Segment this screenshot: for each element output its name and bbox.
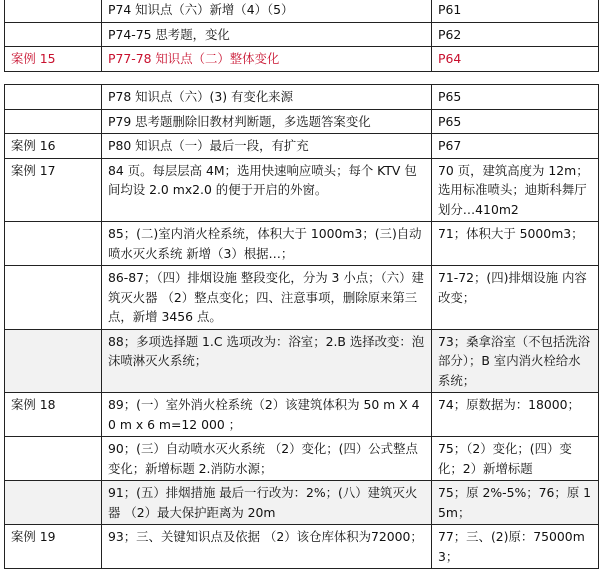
new-edition-cell: 85；(二)室内消火栓系统，体积大于 1000m3；(三)自动喷水灭火系统 新增（3）根据…； [102,222,432,266]
table-row [5,134,599,159]
new-edition-cell: 90；(三）自动喷水灭火系统 （2）变化；(四）公式整点变化；新增标题 2.消防水源； [102,437,432,481]
table-row [5,0,599,22]
case-cell [5,22,102,47]
old-edition-cell: 75；（2）变化；(四）变化；2）新增标题 [432,437,599,481]
old-edition-cell: 70 页，建筑高度为 12m；选用标准喷头；迪斯科舞厅划分…410m2 [432,158,599,222]
comparison-table-main [4,84,599,569]
case-cell [5,109,102,134]
new-edition-cell: P78 知识点（六）(3) 有变化来源 [102,85,432,110]
table-row [5,437,599,481]
table-body-top [5,0,599,71]
table-row [5,22,599,47]
new-edition-cell: 86-87；（四）排烟设施 整段变化，分为 3 小点；（六）建筑灭火器 （2）整点变化；四、注意事项，删除原来第三点，新增 3456 点。 [102,266,432,330]
table-row [5,158,599,222]
table-row [5,329,599,393]
old-edition-cell: 73；桑拿浴室（不包括洗浴部分）；B 室内消火栓给水系统； [432,329,599,393]
new-edition-cell: P74-75 思考题，变化 [102,22,432,47]
table-row [5,85,599,110]
case-cell: 案例 15 [5,47,102,72]
old-edition-cell: P65 [432,85,599,110]
old-edition-cell: P65 [432,109,599,134]
new-edition-cell: P79 思考题删除旧教材判断题，多选题答案变化 [102,109,432,134]
case-cell [5,222,102,266]
case-cell [5,329,102,393]
old-edition-cell: P61 [432,0,599,22]
table-row [5,109,599,134]
table-row [5,222,599,266]
comparison-table-top [4,0,599,72]
table-row [5,525,599,569]
case-cell: 案例 16 [5,134,102,159]
old-edition-cell: 75；原 2%-5%；76；原 15m； [432,481,599,525]
case-cell [5,481,102,525]
case-cell [5,437,102,481]
old-edition-cell: 74；原数据为：18000； [432,393,599,437]
new-edition-cell: 88；多项选择题 1.C 选项改为：浴室；2.B 选择改变：泡沫喷淋灭火系统； [102,329,432,393]
case-cell: 案例 19 [5,525,102,569]
table-row [5,266,599,330]
old-edition-cell: P62 [432,22,599,47]
old-edition-cell: P64 [432,47,599,72]
new-edition-cell: P80 知识点（一）最后一段，有扩充 [102,134,432,159]
case-cell: 案例 18 [5,393,102,437]
case-cell: 案例 17 [5,158,102,222]
case-cell [5,266,102,330]
case-cell [5,85,102,110]
new-edition-cell: 89；(一）室外消火栓系统（2）该建筑体积为 50 m X 40 m x 6 m=12 000 ； [102,393,432,437]
table-body-main [5,85,599,569]
table-row [5,47,599,72]
old-edition-cell: P67 [432,134,599,159]
case-cell [5,0,102,22]
new-edition-cell: 84 页。每层层高 4M；选用快速响应喷头；每个 KTV 包间均设 2.0 mx2.0 的便于开启的外窗。 [102,158,432,222]
new-edition-cell: P77-78 知识点（二）整体变化 [102,47,432,72]
old-edition-cell: 71-72；(四)排烟设施 内容改变； [432,266,599,330]
old-edition-cell: 71；体积大于 5000m3； [432,222,599,266]
new-edition-cell: 93；三、关键知识点及依据 （2）该仓库体积为72000； [102,525,432,569]
old-edition-cell: 77；三、(2)原：75000m3； [432,525,599,569]
new-edition-cell: 91；(五）排烟措施 最后一行改为：2%；(八）建筑灭火器 （2）最大保护距离为 20m [102,481,432,525]
table-row [5,393,599,437]
table-row [5,481,599,525]
new-edition-cell: P74 知识点（六）新增（4）（5） [102,0,432,22]
